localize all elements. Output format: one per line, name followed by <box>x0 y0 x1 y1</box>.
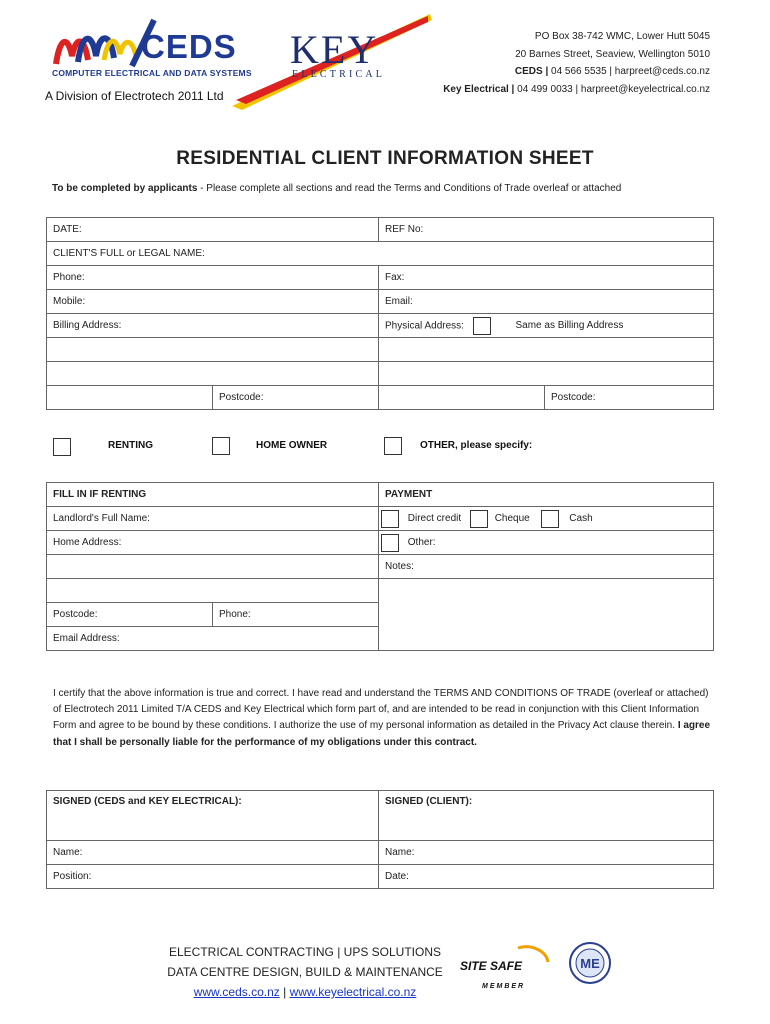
footer-link-separator: | <box>279 985 290 999</box>
footer-links <box>150 982 460 1002</box>
cash-checkbox[interactable] <box>541 510 559 528</box>
instructions-bold: To be completed by applicants <box>52 183 198 194</box>
key-website-link[interactable]: www.keyelectrical.co.nz <box>289 985 417 999</box>
address-line-2: 20 Barnes Street, Seaview, Wellington 5010 <box>515 48 710 60</box>
cheque-label: Cheque <box>494 513 530 525</box>
contact-block <box>443 28 710 98</box>
notes-area[interactable] <box>379 579 714 651</box>
mobile-field[interactable]: Mobile: <box>47 290 379 314</box>
date-field[interactable]: DATE: <box>47 218 379 242</box>
client-signer-name-field[interactable]: Name: <box>379 841 714 865</box>
signed-company-field[interactable]: SIGNED (CEDS and KEY ELECTRICAL): <box>47 791 379 841</box>
physical-address-line-4[interactable] <box>379 386 545 410</box>
master-badge-text: ME <box>580 956 600 971</box>
billing-address-line-2[interactable] <box>47 338 379 362</box>
company-name-field[interactable]: Name: <box>47 841 379 865</box>
site-safe-text: SITE SAFE <box>460 959 523 973</box>
renting-postcode-field[interactable]: Postcode: <box>47 603 213 627</box>
site-safe-member-text: MEMBER <box>482 983 526 990</box>
master-electricians-badge <box>568 941 612 985</box>
same-as-billing-checkbox[interactable] <box>473 317 491 335</box>
key-logo-subtitle: ELECTRICAL <box>292 69 386 80</box>
renting-email-field[interactable]: Email Address: <box>47 627 379 651</box>
cash-label: Cash <box>569 513 593 525</box>
ceds-contact-details: 04 566 5535 | harpreet@ceds.co.nz <box>548 66 710 77</box>
certification-text <box>53 686 713 751</box>
payment-method-row <box>379 507 714 531</box>
signature-table <box>46 790 714 889</box>
physical-postcode-field[interactable]: Postcode: <box>545 386 714 410</box>
footer <box>150 942 460 1002</box>
payment-other-row <box>379 531 714 555</box>
home-address-line-3[interactable] <box>47 579 379 603</box>
footer-services-line-2: DATA CENTRE DESIGN, BUILD & MAINTENANCE <box>167 965 443 979</box>
instructions-rest: - Please complete all sections and read the Terms and Conditions of Trade overleaf or attached <box>197 183 622 194</box>
physical-address-label: Physical Address: <box>385 320 464 332</box>
page-title: RESIDENTIAL CLIENT INFORMATION SHEET <box>176 148 594 169</box>
payment-other-checkbox[interactable] <box>381 534 399 552</box>
home-owner-label: HOME OWNER <box>256 440 328 451</box>
ref-no-field[interactable]: REF No: <box>379 218 714 242</box>
home-address-line-2[interactable] <box>47 555 379 579</box>
renting-label: RENTING <box>108 440 153 451</box>
billing-address-field[interactable]: Billing Address: <box>47 314 379 338</box>
ceds-contact-label: CEDS | <box>514 66 549 77</box>
phone-field[interactable]: Phone: <box>47 266 379 290</box>
billing-address-line-4[interactable] <box>47 386 213 410</box>
other-status-label: OTHER, please specify: <box>420 440 533 451</box>
ceds-contact-line <box>443 63 710 81</box>
key-contact-details: 04 499 0033 | harpreet@keyelectrical.co.nz <box>514 83 710 95</box>
renting-section-heading: FILL IN IF RENTING <box>47 483 379 507</box>
ceds-logo-subtitle: COMPUTER ELECTRICAL AND DATA SYSTEMS <box>52 68 252 78</box>
renting-phone-field[interactable]: Phone: <box>213 603 379 627</box>
billing-address-line-3[interactable] <box>47 362 379 386</box>
direct-credit-label: Direct credit <box>407 513 462 525</box>
key-contact-label: Key Electrical | <box>443 83 515 95</box>
same-as-billing-label: Same as Billing Address <box>515 320 624 332</box>
instructions <box>52 183 621 194</box>
cheque-checkbox[interactable] <box>470 510 488 528</box>
payment-other-label: Other: <box>407 537 436 549</box>
ceds-logo-text: CEDS <box>141 28 237 65</box>
fax-field[interactable]: Fax: <box>379 266 714 290</box>
physical-address-field[interactable] <box>379 314 714 338</box>
site-safe-member-logo <box>458 942 554 998</box>
footer-services-line-1: ELECTRICAL CONTRACTING | UPS SOLUTIONS <box>168 945 442 959</box>
certification-body: I certify that the above information is true and correct. I have read and understand the TERMS AND CONDITIONS OF TRADE (overleaf or attached) of Electrotech 2011 Limited T/A CEDS and Key Electrical which form part of, and are intended to be read in conjunction with this Client Information Form and agree to be bound by these conditions. I authorize the use of my personal information as detailed in the Privacy Act clause therein. <box>53 688 709 732</box>
signed-client-field[interactable]: SIGNED (CLIENT): <box>379 791 714 841</box>
payment-section-heading: PAYMENT <box>379 483 714 507</box>
physical-address-line-2[interactable] <box>379 338 714 362</box>
key-contact-line <box>443 81 710 99</box>
physical-address-line-3[interactable] <box>379 362 714 386</box>
client-name-field[interactable]: CLIENT'S FULL or LEGAL NAME: <box>47 242 714 266</box>
notes-field[interactable]: Notes: <box>379 555 714 579</box>
email-field[interactable]: Email: <box>379 290 714 314</box>
client-details-table <box>46 217 714 410</box>
ceds-website-link[interactable]: www.ceds.co.nz <box>193 985 280 999</box>
division-text: A Division of Electrotech 2011 Ltd <box>45 89 224 103</box>
landlord-name-field[interactable]: Landlord's Full Name: <box>47 507 379 531</box>
key-logo-text: KEY <box>290 27 379 72</box>
position-field[interactable]: Position: <box>47 865 379 889</box>
billing-postcode-field[interactable]: Postcode: <box>213 386 379 410</box>
other-status-checkbox[interactable] <box>384 437 402 455</box>
signed-date-field[interactable]: Date: <box>379 865 714 889</box>
direct-credit-checkbox[interactable] <box>381 510 399 528</box>
renting-checkbox[interactable] <box>53 438 71 456</box>
home-address-field[interactable]: Home Address: <box>47 531 379 555</box>
address-line-1: PO Box 38-742 WMC, Lower Hutt 5045 <box>534 31 710 42</box>
home-owner-checkbox[interactable] <box>212 437 230 455</box>
certification-liability: I agree that I shall be personally liable for the performance of my obligations under this contract. <box>53 720 711 748</box>
renting-payment-table <box>46 482 714 651</box>
